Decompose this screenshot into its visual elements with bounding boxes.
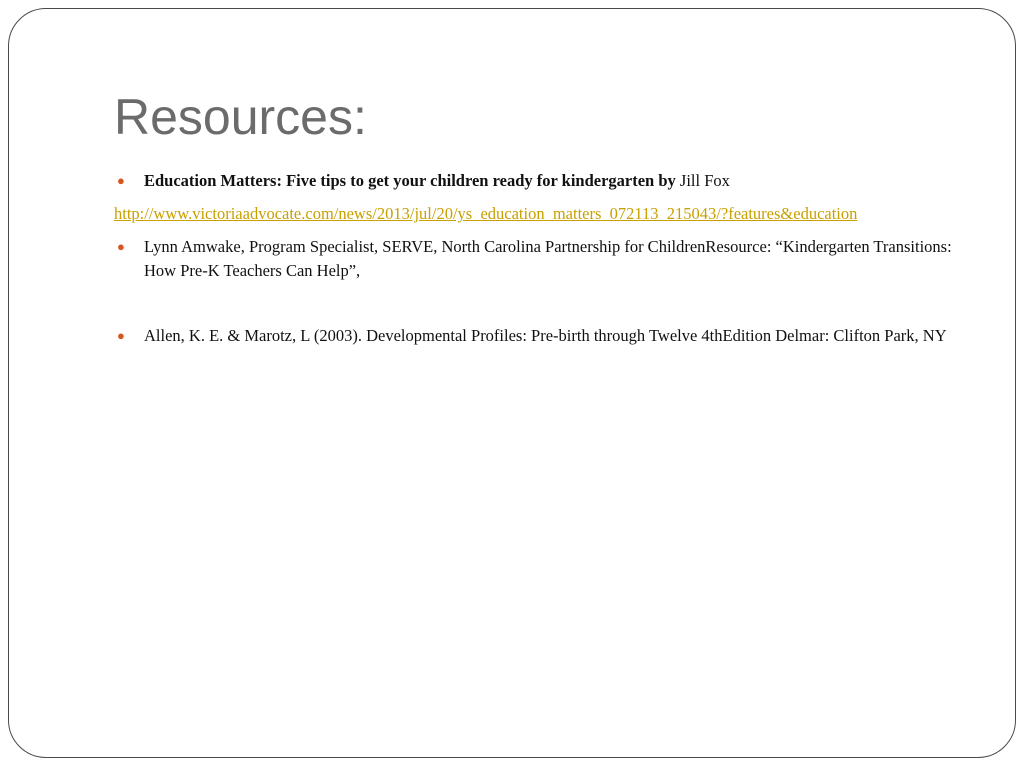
resource-text: Lynn Amwake, Program Specialist, SERVE, North Carolina Partnership for ChildrenResource: “Kindergarten Transitions: How Pre-K Teachers Can Help”, [144, 237, 952, 280]
resource-list [114, 169, 962, 348]
resource-title: Education Matters: Five tips to get your children ready for kindergarten by [144, 171, 676, 190]
resource-link-block [114, 202, 962, 226]
resource-text: Allen, K. E. & Marotz, L (2003). Developmental Profiles: Pre-birth through Twelve 4thEdition Delmar: Clifton Park, NY [144, 326, 947, 345]
bullet-icon: ● [117, 328, 125, 343]
list-item [114, 235, 962, 283]
resource-author: Jill Fox [675, 171, 730, 190]
list-item [114, 169, 962, 193]
resource-link[interactable]: http://www.victoriaadvocate.com/news/2013/jul/20/ys_education_matters_072113_215043/?features&education [114, 204, 858, 223]
slide-frame [8, 8, 1016, 758]
bullet-icon: ● [117, 239, 125, 254]
slide-title: Resources: [114, 89, 367, 145]
list-item [114, 324, 962, 348]
bullet-icon: ● [117, 173, 125, 188]
